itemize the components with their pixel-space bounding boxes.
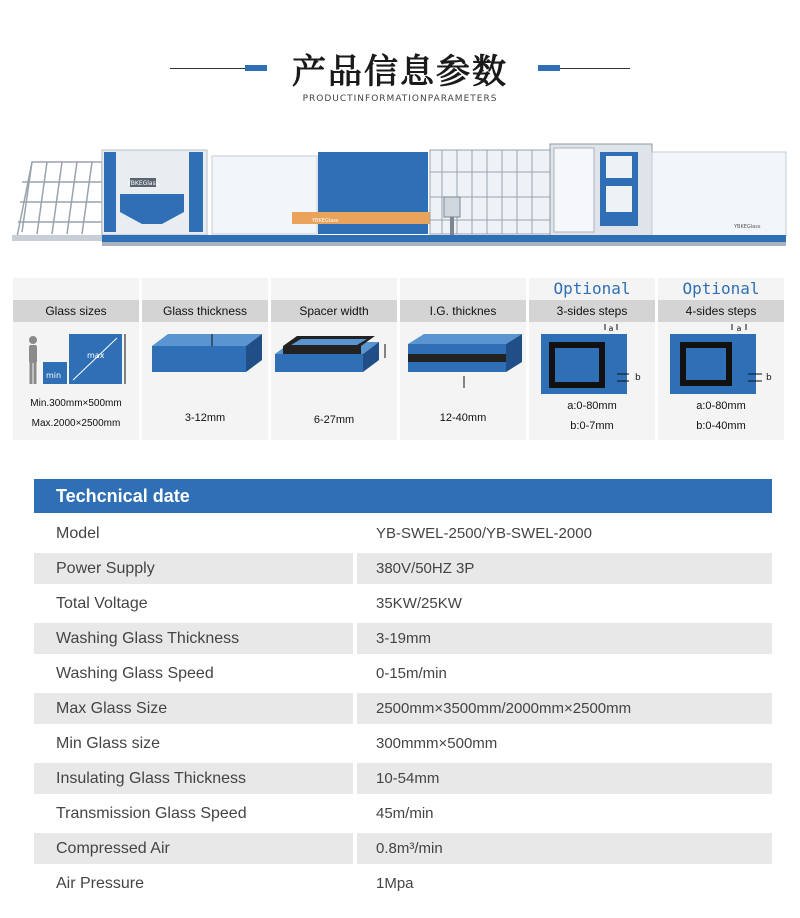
glass-thickness-diagram: [142, 324, 268, 394]
section-header: [0, 38, 800, 118]
table-row: [34, 551, 772, 586]
row-name: Compressed Air: [34, 833, 353, 864]
optional-label: Optional: [682, 279, 760, 298]
row-name: Total Voltage: [56, 595, 148, 612]
table-row: [34, 726, 772, 761]
four-sides-diagram: [658, 324, 784, 394]
spec-spacer-width: [271, 278, 397, 440]
row-value: 2500mm×3500mm/2000mm×2500mm: [357, 693, 772, 724]
table-row: [34, 516, 772, 551]
table-row: [34, 761, 772, 796]
dimension-a: a: [736, 324, 742, 333]
tech-table: [34, 516, 772, 901]
table-row: [34, 866, 772, 901]
table-row: [34, 586, 772, 621]
row-value: 380V/50HZ 3P: [357, 553, 772, 584]
row-name: Transmission Glass Speed: [56, 805, 247, 822]
glass-size-diagram: [13, 324, 139, 394]
machine-badge-mid: YBKEGlass: [312, 218, 339, 224]
spec-3-sides-steps: [529, 278, 655, 440]
machine-badge-right: YBKEGlass: [734, 224, 761, 230]
spec-value-min: Min.300mm×500mm: [30, 398, 122, 409]
spec-4-sides-steps: [658, 278, 784, 440]
three-sides-diagram: [529, 324, 655, 394]
row-name: Air Pressure: [56, 875, 145, 892]
spec-value-b: b:0-40mm: [696, 420, 746, 432]
spec-value-a: a:0-80mm: [567, 400, 617, 412]
table-row: [34, 621, 772, 656]
spec-value-b: b:0-7mm: [570, 420, 614, 432]
row-value: 35KW/25KW: [376, 595, 462, 612]
row-name: Washing Glass Speed: [56, 665, 214, 682]
spec-label: Glass sizes: [13, 300, 139, 322]
row-value: 0-15m/min: [376, 665, 447, 682]
spec-label: Glass thickness: [142, 300, 268, 322]
row-value: 10-54mm: [357, 763, 772, 794]
dimension-a: a: [608, 324, 614, 333]
row-value: 45m/min: [376, 805, 434, 822]
spec-label: 3-sides steps: [529, 300, 655, 322]
spec-glass-sizes: [13, 278, 139, 440]
table-row: [34, 656, 772, 691]
spec-strip: [13, 278, 785, 440]
page-title: 产品信息参数: [292, 52, 508, 92]
machine-illustration: [12, 142, 788, 254]
row-name: Model: [56, 525, 100, 542]
spec-label: Spacer width: [271, 300, 397, 322]
dimension-b: b: [766, 373, 772, 383]
row-value: 0.8m³/min: [357, 833, 772, 864]
spec-value-max: Max.2000×2500mm: [31, 418, 121, 429]
spacer-width-diagram: [271, 324, 397, 394]
min-label: min: [46, 371, 62, 380]
spec-label: I.G. thicknes: [400, 300, 526, 322]
dimension-b: b: [635, 373, 641, 383]
optional-label: Optional: [553, 279, 631, 298]
spec-ig-thickness: [400, 278, 526, 440]
row-value: YB-SWEL-2500/YB-SWEL-2000: [376, 525, 592, 542]
tech-table-title: Techcnical date: [34, 479, 772, 513]
machine-badge-left: YBKEGlass: [127, 180, 159, 187]
spec-value-a: a:0-80mm: [696, 400, 746, 412]
table-row: [34, 691, 772, 726]
spec-glass-thickness: [142, 278, 268, 440]
table-row: [34, 831, 772, 866]
spec-value: 12-40mm: [439, 412, 487, 424]
row-value: 1Mpa: [376, 875, 414, 892]
spec-label: 4-sides steps: [658, 300, 784, 322]
row-name: Min Glass size: [56, 735, 161, 752]
table-row: [34, 796, 772, 831]
row-value: 3-19mm: [357, 623, 772, 654]
spec-value: 3-12mm: [184, 412, 226, 424]
row-name: Insulating Glass Thickness: [34, 763, 353, 794]
spec-value: 6-27mm: [313, 414, 355, 426]
page-subtitle: PRODUCTINFORMATIONPARAMETERS: [302, 94, 498, 104]
ig-thickness-diagram: [400, 324, 526, 394]
row-value: 300mmm×500mm: [376, 735, 498, 752]
max-label: max: [87, 351, 105, 360]
row-name: Washing Glass Thickness: [34, 623, 353, 654]
row-name: Max Glass Size: [34, 693, 353, 724]
row-name: Power Supply: [34, 553, 353, 584]
